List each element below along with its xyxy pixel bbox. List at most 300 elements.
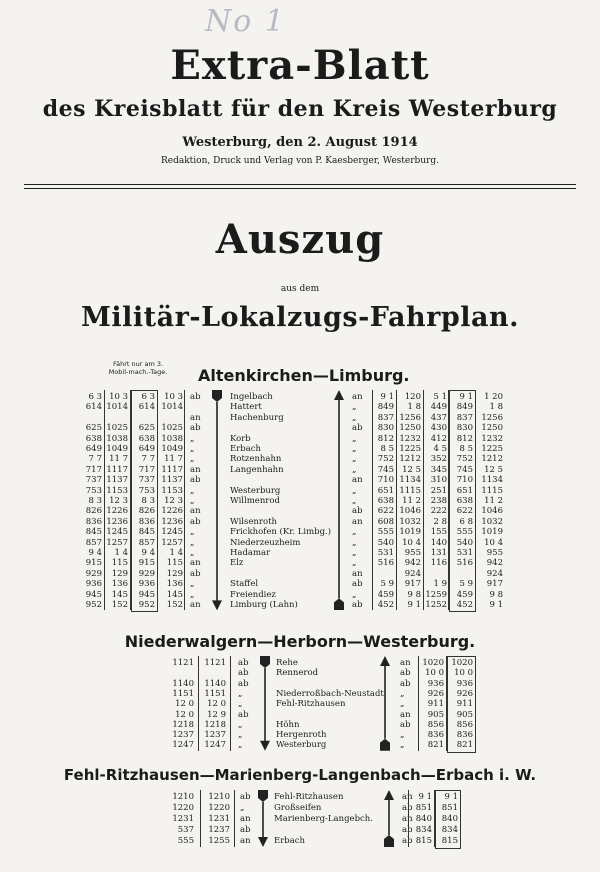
page-title: Extra-Blatt (170, 42, 430, 89)
dep-marker: „ (190, 454, 195, 465)
station-name: Großseifen (274, 803, 322, 813)
time-cell: 737 (85, 475, 102, 486)
column-rule (230, 656, 231, 751)
time-cell: 9 1 (444, 792, 458, 802)
time-cell: 6 8 (459, 516, 473, 527)
time-cell: 12 0 (175, 709, 194, 720)
time-cell: 1046 (481, 506, 503, 517)
dep-marker: ab (190, 423, 201, 434)
time-cell: 836 (138, 516, 155, 527)
timetable-row (0, 658, 600, 668)
timetable-row (0, 730, 600, 740)
column-rule (396, 390, 397, 610)
arr-marker: „ (352, 496, 357, 506)
time-cell: 1212 (399, 454, 421, 465)
time-cell: 459 (456, 589, 473, 600)
station-name: Hattert (230, 402, 262, 413)
time-cell: 1257 (161, 537, 183, 548)
arr-marker: „ (352, 537, 357, 548)
arr-marker: an (400, 658, 411, 668)
time-cell: 638 (138, 433, 155, 444)
time-cell: 1019 (481, 527, 503, 538)
time-cell: 649 (138, 444, 155, 454)
time-cell: 1032 (481, 516, 503, 527)
arr-marker: „ (352, 444, 357, 454)
time-cell: 856 (427, 719, 444, 730)
time-cell: 251 (430, 485, 447, 496)
dep-marker: ab (190, 392, 201, 402)
time-cell: 140 (430, 537, 447, 548)
arr-marker: ab (402, 836, 413, 846)
timetable-row (0, 836, 600, 847)
dep-marker: an (190, 600, 201, 610)
time-cell: 1151 (204, 688, 226, 699)
station-name: Erbach (230, 444, 262, 454)
time-cell: 352 (430, 454, 447, 465)
time-cell: 8 5 (380, 444, 394, 454)
time-cell: 6 3 (88, 392, 102, 402)
dep-marker: „ (238, 688, 243, 699)
dep-marker: an (240, 836, 251, 846)
dep-marker: ab (190, 475, 201, 486)
station-name: Ingelbach (230, 392, 273, 402)
station-name: Freiendiez (230, 589, 276, 600)
time-cell: 1151 (172, 688, 194, 699)
arr-marker: „ (400, 699, 405, 710)
time-cell: 857 (138, 537, 155, 548)
dep-marker: „ (238, 719, 243, 730)
arr-marker: „ (400, 688, 405, 699)
station-name: Hergenroth (276, 730, 327, 741)
arr-marker: ab (402, 803, 413, 813)
time-cell: 1257 (106, 537, 128, 548)
time-cell: 830 (456, 423, 473, 434)
arr-marker: „ (352, 402, 357, 413)
time-cell: 1231 (208, 814, 230, 824)
dep-marker: an (190, 464, 201, 475)
direction-down-arrow (258, 656, 272, 751)
time-cell: 1226 (106, 506, 128, 517)
time-cell: 945 (138, 589, 155, 600)
dep-marker: „ (190, 527, 195, 538)
station-name: Langenhahn (230, 464, 284, 475)
time-cell: 753 (138, 485, 155, 496)
time-cell: 1 8 (407, 402, 421, 413)
time-cell: 1255 (208, 836, 230, 846)
time-cell: 1220 (172, 803, 194, 813)
arr-marker: ab (352, 506, 363, 517)
time-cell: 11 7 (109, 454, 128, 465)
time-cell: 812 (377, 433, 394, 444)
time-cell: 952 (138, 600, 155, 610)
time-cell: 826 (85, 506, 102, 517)
time-cell: 1038 (106, 433, 128, 444)
arr-marker: „ (352, 485, 357, 496)
time-cell: 1250 (399, 423, 421, 434)
station-name: Westerburg (276, 740, 327, 751)
handwritten-number: No 1 (205, 4, 286, 39)
timetable-row (0, 538, 600, 548)
time-cell: 915 (85, 558, 102, 569)
time-cell: 834 (441, 825, 458, 835)
arr-marker: „ (400, 740, 405, 751)
time-cell: 905 (427, 709, 444, 720)
time-cell: 6 3 (141, 392, 155, 402)
time-cell: 1237 (208, 825, 230, 835)
timetable-row (0, 699, 600, 709)
timetable-altenkirchen-limburg (0, 392, 600, 617)
time-cell: 12 0 (175, 699, 194, 710)
timetable-row (0, 506, 600, 516)
timetable-fehl-ritzhausen-erbach (0, 792, 600, 857)
time-cell: 1025 (161, 423, 183, 434)
time-cell: 10 4 (484, 537, 503, 548)
time-cell: 9 1 (407, 600, 421, 610)
time-cell: 7 7 (88, 454, 102, 465)
arr-marker: „ (352, 589, 357, 600)
time-cell: 1020 (451, 658, 473, 668)
time-cell: 1032 (399, 516, 421, 527)
time-cell: 452 (456, 600, 473, 610)
time-cell: 837 (377, 412, 394, 423)
time-cell: 1049 (106, 444, 128, 454)
time-cell: 834 (415, 825, 432, 835)
dep-marker: an (240, 814, 251, 824)
time-cell: 412 (430, 433, 447, 444)
time-cell: 936 (85, 579, 102, 590)
time-cell: 622 (456, 506, 473, 517)
arr-marker: „ (352, 454, 357, 465)
time-cell: 836 (456, 730, 473, 741)
arr-marker: ab (400, 668, 411, 679)
time-cell: 917 (486, 579, 503, 590)
timetable-row (0, 792, 600, 803)
time-cell: 1 4 (169, 548, 183, 558)
dateline: Westerburg, den 2. August 1914 (182, 135, 418, 150)
time-cell: 5 9 (380, 579, 394, 590)
time-cell: 821 (427, 740, 444, 751)
time-cell: 849 (377, 402, 394, 413)
time-cell: 1121 (172, 658, 194, 668)
time-cell: 10 3 (164, 392, 183, 402)
time-cell: 851 (441, 803, 458, 813)
dep-marker: ab (238, 678, 249, 689)
arr-marker: ab (402, 825, 413, 835)
dep-marker: „ (240, 803, 245, 813)
time-cell: 1 8 (489, 402, 503, 413)
arr-marker: ab (352, 600, 363, 610)
time-cell: 1115 (481, 485, 503, 496)
time-cell: 10 4 (402, 537, 421, 548)
time-cell: 1121 (204, 658, 226, 668)
time-cell: 11 7 (164, 454, 183, 465)
station-name: Erbach (274, 836, 306, 846)
time-cell: 12 3 (164, 496, 183, 506)
arr-marker: „ (352, 412, 357, 423)
column-rule (200, 790, 201, 847)
dep-marker: ab (238, 658, 249, 668)
time-cell: 345 (430, 464, 447, 475)
time-cell: 452 (377, 600, 394, 610)
timetable-row (0, 423, 600, 433)
time-cell: 1117 (161, 464, 183, 475)
time-cell: 638 (456, 496, 473, 506)
time-cell: 152 (111, 600, 128, 610)
time-cell: 8 3 (88, 496, 102, 506)
time-cell: 1231 (172, 814, 194, 824)
time-cell: 12 9 (207, 709, 226, 720)
mobilization-note: Fährt nur am 3. Mobil-mach.-Tage. (108, 360, 168, 376)
time-cell: 1020 (422, 658, 444, 668)
time-cell: 924 (404, 568, 421, 579)
time-cell: 1236 (161, 516, 183, 527)
timetable-row (0, 475, 600, 485)
time-cell: 845 (138, 527, 155, 538)
time-cell: 437 (430, 412, 447, 423)
timetable-row (0, 569, 600, 579)
time-cell: 924 (486, 568, 503, 579)
dep-marker: ab (190, 568, 201, 579)
time-cell: 1137 (106, 475, 128, 486)
dep-marker: „ (190, 589, 195, 600)
dep-marker: an (190, 506, 201, 517)
timetable-row (0, 527, 600, 537)
time-cell: 638 (377, 496, 394, 506)
column-rule (418, 656, 419, 751)
time-cell: 1134 (481, 475, 503, 486)
section-title-fehl-ritzhausen-erbach: Fehl-Ritzhausen—Marienberg-Langenbach—Erbach i. W. (63, 766, 537, 784)
arr-marker: an (352, 392, 363, 402)
time-cell: 917 (404, 579, 421, 590)
column-rule (372, 390, 373, 610)
timetable-row (0, 454, 600, 464)
time-cell: 1226 (161, 506, 183, 517)
time-cell: 1140 (204, 678, 226, 689)
time-cell: 1210 (208, 792, 230, 802)
time-cell: 929 (138, 568, 155, 579)
station-name: Willmenrod (230, 496, 280, 506)
arr-marker: „ (352, 548, 357, 558)
section-title-altenkirchen-limburg: Altenkirchen—Limburg. (198, 366, 410, 385)
time-cell: 1 20 (484, 392, 503, 402)
special-train-column-box (447, 656, 476, 753)
time-cell: 840 (415, 814, 432, 824)
time-cell: 826 (138, 506, 155, 517)
time-cell: 745 (377, 464, 394, 475)
time-cell: 608 (377, 516, 394, 527)
time-cell: 1014 (161, 402, 183, 413)
time-cell: 1225 (399, 444, 421, 454)
time-cell: 1210 (172, 792, 194, 802)
timetable-row (0, 392, 600, 402)
arr-marker: „ (352, 558, 357, 569)
time-cell: 516 (377, 558, 394, 569)
time-cell: 12 0 (207, 699, 226, 710)
time-cell: 540 (456, 537, 473, 548)
timetable-row (0, 548, 600, 558)
time-cell: 1245 (161, 527, 183, 538)
main-title: Auszug (215, 216, 385, 263)
time-cell: 625 (138, 423, 155, 434)
dep-marker: ab (190, 516, 201, 527)
column-rule (104, 390, 105, 610)
arr-marker: ab (400, 719, 411, 730)
timetable-row (0, 689, 600, 699)
arr-marker: „ (352, 527, 357, 538)
timetable-row (0, 814, 600, 825)
column-rule (423, 390, 424, 610)
station-name: Rehe (276, 658, 298, 668)
time-cell: 222 (430, 506, 447, 517)
station-name: Hadamar (230, 548, 271, 558)
time-cell: 5 9 (459, 579, 473, 590)
station-name: Fehl-Ritzhausen (274, 792, 344, 802)
time-cell: 836 (85, 516, 102, 527)
time-cell: 7 7 (141, 454, 155, 465)
time-cell: 622 (377, 506, 394, 517)
time-cell: 8 5 (459, 444, 473, 454)
time-cell: 936 (427, 678, 444, 689)
time-cell: 5 1 (433, 392, 447, 402)
time-cell: 8 3 (141, 496, 155, 506)
time-cell: 1225 (481, 444, 503, 454)
column-rule (184, 390, 185, 610)
timetable-row (0, 434, 600, 444)
time-cell: 136 (111, 579, 128, 590)
time-cell: 131 (430, 548, 447, 558)
time-cell: 849 (456, 402, 473, 413)
aus-dem-text: aus dem (280, 284, 320, 294)
time-cell: 9 8 (489, 589, 503, 600)
time-cell: 537 (177, 825, 194, 835)
time-cell: 9 1 (459, 392, 473, 402)
dep-marker: „ (190, 537, 195, 548)
arr-marker: an (400, 709, 411, 720)
time-cell: 753 (85, 485, 102, 496)
special-train-column-box (449, 390, 476, 612)
time-cell: 1014 (106, 402, 128, 413)
timetable-row (0, 558, 600, 568)
timetable-row (0, 600, 600, 610)
time-cell: 1115 (399, 485, 421, 496)
time-cell: 1236 (106, 516, 128, 527)
special-train-column-box (131, 390, 158, 612)
imprint: Redaktion, Druck und Verlag von P. Kaesberger, Westerburg. (160, 156, 439, 166)
time-cell: 1046 (399, 506, 421, 517)
arr-marker: „ (400, 730, 405, 741)
time-cell: 911 (456, 699, 473, 710)
direction-down-arrow (210, 390, 224, 610)
time-cell: 10 0 (454, 668, 473, 679)
section-title-niederwalgern-westerburg: Niederwalgern—Herborn—Westerburg. (124, 632, 476, 651)
time-cell: 815 (441, 836, 458, 846)
time-cell: 845 (85, 527, 102, 538)
arr-marker: an (352, 475, 363, 486)
time-cell: 1237 (204, 730, 226, 741)
dep-marker: an (190, 558, 201, 569)
station-name: Frickhofen (Kr. Limbg.) (230, 527, 332, 538)
time-cell: 915 (138, 558, 155, 569)
time-cell: 115 (111, 558, 128, 569)
time-cell: 614 (85, 402, 102, 413)
time-cell: 625 (85, 423, 102, 434)
time-cell: 856 (456, 719, 473, 730)
arr-marker: an (352, 568, 363, 579)
dep-marker: „ (238, 730, 243, 741)
arr-marker: ab (352, 579, 363, 590)
time-cell: 1256 (481, 412, 503, 423)
time-cell: 555 (456, 527, 473, 538)
dep-marker: ab (240, 792, 251, 802)
timetable-row (0, 444, 600, 454)
timetable-niederwalgern-westerburg (0, 658, 600, 758)
station-name: Wilsenroth (230, 516, 277, 527)
time-cell: 942 (486, 558, 503, 569)
direction-up-arrow (382, 790, 396, 847)
time-cell: 12 5 (402, 464, 421, 475)
time-cell: 120 (404, 392, 421, 402)
time-cell: 2 8 (433, 516, 447, 527)
time-cell: 1137 (161, 475, 183, 486)
station-name: Staffel (230, 579, 259, 590)
timetable-row (0, 465, 600, 475)
time-cell: 1252 (425, 600, 447, 610)
time-cell: 651 (456, 485, 473, 496)
dep-marker: an (190, 412, 201, 423)
time-cell: 129 (166, 568, 183, 579)
time-cell: 1 4 (114, 548, 128, 558)
time-cell: 1232 (399, 433, 421, 444)
time-cell: 115 (166, 558, 183, 569)
time-cell: 1025 (106, 423, 128, 434)
time-cell: 945 (85, 589, 102, 600)
time-cell: 9 4 (141, 548, 155, 558)
time-cell: 1247 (172, 740, 194, 751)
time-cell: 152 (166, 600, 183, 610)
page-subtitle: des Kreisblatt für den Kreis Westerburg (42, 96, 558, 122)
time-cell: 929 (85, 568, 102, 579)
arr-marker: „ (352, 464, 357, 475)
station-name: Höhn (276, 719, 300, 730)
time-cell: 926 (456, 688, 473, 699)
time-cell: 459 (377, 589, 394, 600)
station-name: Limburg (Lahn) (230, 600, 298, 610)
time-cell: 1218 (172, 719, 194, 730)
station-name: Marienberg-Langebch. (274, 814, 373, 824)
time-cell: 1245 (106, 527, 128, 538)
time-cell: 9 1 (489, 600, 503, 610)
timetable-row (0, 740, 600, 750)
special-train-column-box (435, 790, 461, 849)
time-cell: 1153 (106, 485, 128, 496)
dep-marker: „ (190, 548, 195, 558)
station-name: Elz (230, 558, 244, 569)
timetable-row (0, 402, 600, 412)
header-rule-thin (24, 188, 576, 189)
dep-marker: „ (190, 496, 195, 506)
time-cell: 710 (377, 475, 394, 486)
time-cell: 752 (377, 454, 394, 465)
time-cell: 116 (430, 558, 447, 569)
dep-marker: „ (238, 699, 243, 710)
timetable-row (0, 517, 600, 527)
time-cell: 737 (138, 475, 155, 486)
arr-marker: an (402, 792, 413, 802)
station-name: Hachenburg (230, 412, 284, 423)
dep-marker: „ (190, 444, 195, 454)
time-cell: 10 0 (425, 668, 444, 679)
time-cell: 1019 (399, 527, 421, 538)
